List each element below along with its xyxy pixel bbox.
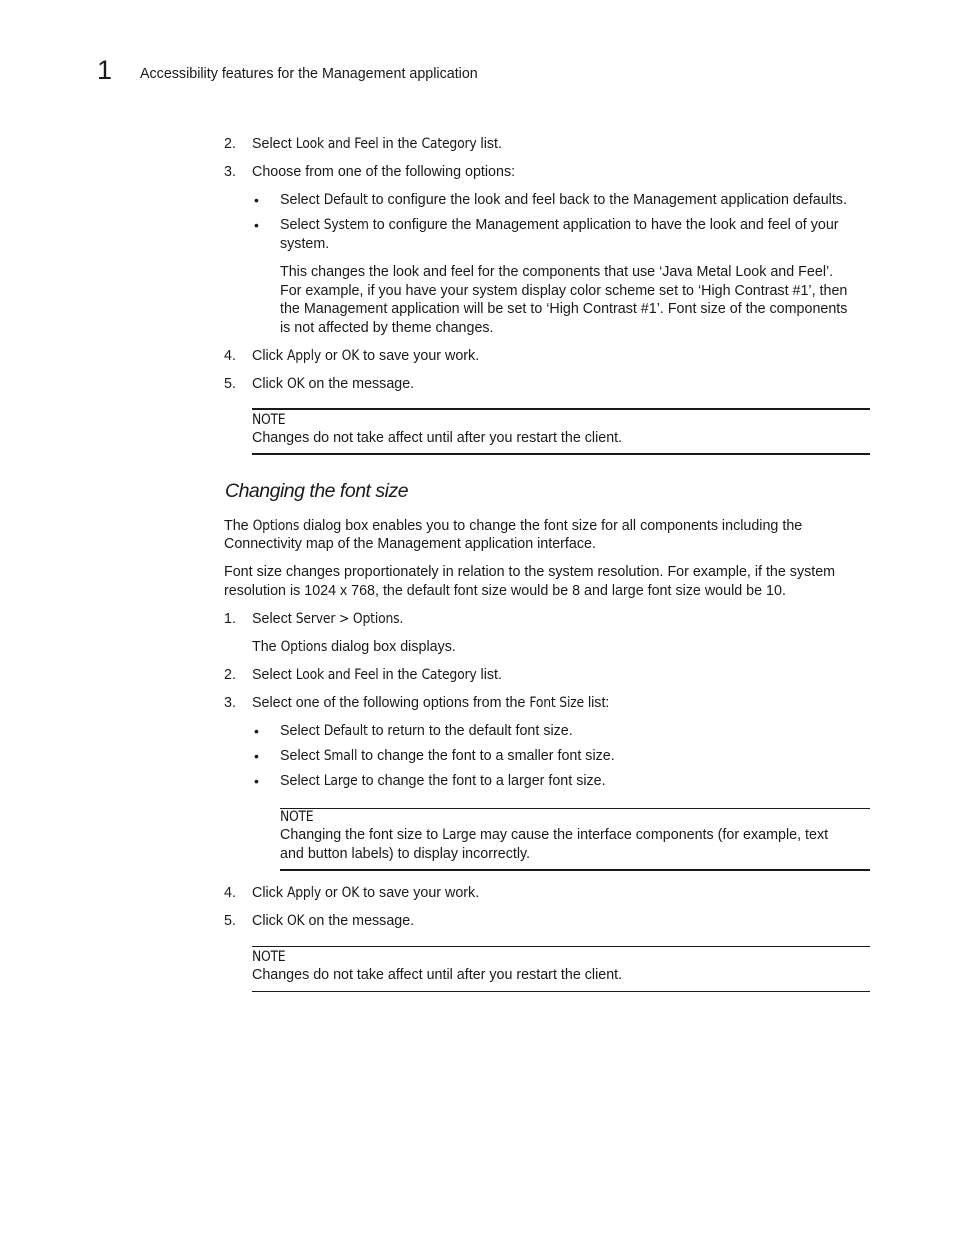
text: Changing the font size to [280,827,443,843]
ui-term: Category [421,136,477,152]
text: . [399,611,404,627]
text: Click [252,376,287,392]
text: dialog box enables you to change the font size for all components including the [299,518,803,534]
text: Select [280,773,324,789]
text: The [252,639,281,655]
text: to change the font to a larger font size. [357,773,606,789]
step-text: Choose from one of the following options: [252,164,516,180]
paragraph-line: Font size changes proportionately in relation to the system resolution. For example, if the system [224,564,836,580]
text: in the [378,136,422,152]
text: on the message. [304,913,415,929]
paragraph-line: the Management application will be set to ‘High Contrast #1’. Font size of the components [280,301,848,317]
bullet-marker: • [254,192,259,208]
bullet-marker: • [254,773,259,789]
text: list. [476,667,502,683]
text: list. [476,136,502,152]
step-text [252,666,502,685]
section-heading: Changing the font size [225,480,409,502]
ui-term: System [323,217,369,233]
step-text [252,135,502,154]
step-number: 5. [224,913,236,929]
step-number: 5. [224,376,236,392]
text: Select one of the following options from the [252,695,530,711]
paragraph-line [224,517,802,536]
bullet-marker: • [254,723,259,739]
text: Select [280,192,324,208]
bullet-text [280,747,615,766]
paragraph-line: resolution is 1024 x 768, the default font size would be 8 and large font size would be 10. [224,583,786,599]
step-number: 2. [224,136,236,152]
step-text [252,347,479,366]
text: to return to the default font size. [367,723,573,739]
step-number: 2. [224,667,236,683]
ui-term: OK [341,885,360,901]
step-number: 3. [224,695,236,711]
note-top-rule [252,408,870,410]
ui-term: Default [323,192,368,208]
note-label: NOTE [252,412,286,428]
paragraph-line: For example, if you have your system display color scheme set to ‘High Contrast #1’, then [280,283,848,299]
text: in the [378,667,422,683]
ui-term: Default [323,723,368,739]
text: to save your work. [359,348,480,364]
text: Select [280,748,324,764]
step-text [252,912,414,931]
text: Select [252,136,296,152]
paragraph-line: This changes the look and feel for the components that use ‘Java Metal Look and Feel’. [280,264,834,280]
ui-term: Large [323,773,358,789]
text: or [321,885,342,901]
ui-term: Small [323,748,358,764]
bullet-marker: • [254,217,259,233]
text: Select [280,217,324,233]
ui-term: Options [280,639,328,655]
step-number: 4. [224,885,236,901]
ui-term: Look and Feel [295,667,379,683]
bullet-text [280,772,606,791]
ui-term: Apply [286,348,321,364]
note-text [280,826,828,845]
step-text [252,884,479,903]
ui-term: OK [286,376,305,392]
text: Click [252,348,287,364]
bullet-text [280,722,573,741]
bullet-text-continued: system. [280,236,330,252]
text: on the message. [304,376,415,392]
ui-term: OK [341,348,360,364]
text: Select [252,611,296,627]
note-text: Changes do not take affect until after you restart the client. [252,430,623,446]
text: to configure the Management application to have the look and feel of your [368,217,839,233]
step-result [252,638,456,657]
ui-term: Category [421,667,477,683]
text: may cause the interface components (for example, text [476,827,829,843]
note-label: NOTE [280,809,314,825]
text: Click [252,885,287,901]
paragraph-line: Connectivity map of the Management application interface. [224,536,596,552]
bullet-text [280,216,839,235]
ui-term: Font Size [529,695,584,711]
ui-term: OK [286,913,305,929]
note-label: NOTE [252,949,286,965]
paragraph-line: is not affected by theme changes. [280,320,494,336]
ui-term: Server > Options [295,611,400,627]
chapter-number: 1 [97,55,113,85]
step-number: 3. [224,164,236,180]
ui-term: Look and Feel [295,136,379,152]
note-bottom-rule [280,869,870,871]
ui-term: Apply [286,885,321,901]
step-text [252,694,609,713]
text: list: [583,695,610,711]
text: to configure the look and feel back to the Management application defaults. [367,192,847,208]
note-top-rule [280,808,870,809]
note-bottom-rule [252,453,870,455]
note-text: Changes do not take affect until after you restart the client. [252,967,623,983]
step-number: 1. [224,611,236,627]
text: Select [252,667,296,683]
ui-term: Large [442,827,477,843]
text: or [321,348,342,364]
step-text [252,610,403,629]
step-number: 4. [224,348,236,364]
text: Click [252,913,287,929]
bullet-marker: • [254,748,259,764]
text: Select [280,723,324,739]
note-top-rule [252,946,870,947]
text: The [224,518,253,534]
running-header-title: Accessibility features for the Management application [140,66,478,82]
text: to save your work. [359,885,480,901]
note-bottom-rule [252,991,870,992]
text: dialog box displays. [327,639,456,655]
note-text-continued: and button labels) to display incorrectly. [280,846,531,862]
ui-term: Options [252,518,300,534]
text: to change the font to a smaller font size. [357,748,615,764]
bullet-text [280,191,847,210]
step-text [252,375,414,394]
